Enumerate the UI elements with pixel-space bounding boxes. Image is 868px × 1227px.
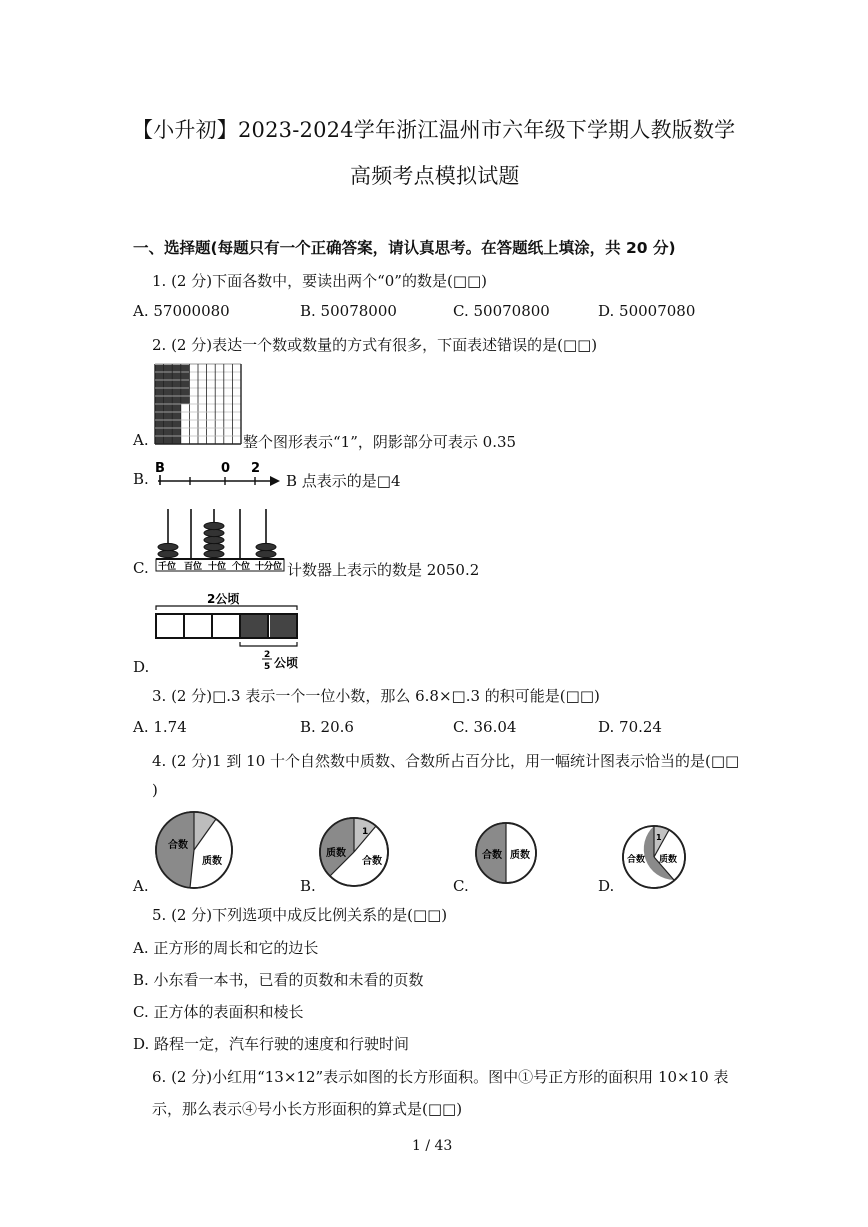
- grid-shaded-cell: [155, 428, 164, 436]
- q2-option-b-label: B.: [133, 470, 149, 488]
- pie-c-he-label: 合数: [482, 850, 502, 861]
- pie-a-he-label: 合数: [168, 840, 188, 851]
- q4-option-a: A.: [133, 877, 149, 895]
- abacus-col-hundreds: 百位: [184, 562, 203, 572]
- q1-option-a: A. 57000080: [133, 302, 230, 320]
- grid-shaded-cell: [164, 420, 173, 428]
- q2-option-a-label: A.: [133, 431, 149, 449]
- grid-shaded-cell: [155, 412, 164, 420]
- pie-chart-c: [470, 820, 544, 886]
- number-line-zero-label: 0: [221, 461, 231, 476]
- grid-shaded-cell: [172, 388, 181, 396]
- pie-a-zhi-label: 质数: [202, 856, 222, 867]
- abacus-bead: [256, 550, 276, 557]
- question-6-stem-line1: 6. (2 分)小红用“13×12”表示如图的长方形面积。图中①号正方形的面积用 10×10 表: [152, 1068, 729, 1086]
- grid-shaded-cell: [181, 372, 190, 380]
- abacus-col-thousands: 千位: [158, 562, 177, 572]
- grid-shaded-cell: [155, 436, 164, 444]
- number-line-b-label: B: [155, 461, 165, 476]
- number-line-figure: [150, 458, 282, 490]
- abacus-bead: [158, 543, 178, 550]
- grid-shaded-cell: [164, 364, 173, 372]
- grid-shaded-cell: [155, 404, 164, 412]
- grid-shaded-cell: [155, 380, 164, 388]
- question-3-stem: 3. (2 分)□.3 表示一个一位小数，那么 6.8×□.3 的积可能是(□□): [152, 687, 600, 705]
- q3-option-a: A. 1.74: [133, 718, 187, 736]
- grid-shaded-cell: [164, 404, 173, 412]
- hectare-bar-figure: [152, 590, 302, 672]
- grid-shaded-cell: [164, 428, 173, 436]
- abacus-col-tenths: 十分位: [255, 562, 283, 572]
- pie-d-zhi-label: 质数: [659, 855, 678, 865]
- grid-shaded-cell: [164, 388, 173, 396]
- question-4-stem-line2: ): [152, 781, 158, 799]
- pie-d-he-label: 合数: [627, 855, 646, 865]
- grid-shaded-cell: [164, 412, 173, 420]
- section-heading: 一、选择题(每题只有一个正确答案，请认真思考。在答题纸上填涂，共 20 分): [133, 239, 676, 257]
- grid-shaded-cell: [172, 396, 181, 404]
- hectare-top-label: 2公顷: [207, 592, 240, 606]
- q4-option-c: C.: [453, 877, 469, 895]
- question-5-stem: 5. (2 分)下列选项中成反比例关系的是(□□): [152, 906, 448, 924]
- q3-option-b: B. 20.6: [300, 718, 354, 736]
- q1-option-b: B. 50078000: [300, 302, 397, 320]
- grid-shaded-cell: [172, 428, 181, 436]
- q5-option-a: A. 正方形的周长和它的边长: [133, 939, 319, 957]
- q5-option-d: D. 路程一定，汽车行驶的速度和行驶时间: [133, 1035, 410, 1053]
- pie-b-zhi-label: 质数: [326, 848, 346, 859]
- q1-option-d: D. 50007080: [598, 302, 696, 320]
- question-6-stem-line2: 示，那么表示④号小长方形面积的算式是(□□): [152, 1100, 463, 1118]
- grid-shaded-cell: [155, 388, 164, 396]
- document-title-line2: 高频考点模拟试题: [350, 164, 520, 188]
- q4-option-d: D.: [598, 877, 615, 895]
- q2-option-c-label: C.: [133, 559, 149, 577]
- q4-option-b: B.: [300, 877, 316, 895]
- grid-shaded-cell: [181, 396, 190, 404]
- number-line-two-label: 2: [251, 461, 261, 476]
- abacus-bead: [204, 550, 224, 557]
- grid-shaded-cell: [172, 364, 181, 372]
- grid-shaded-cell: [155, 364, 164, 372]
- document-title-line1: 【小升初】2023-2024学年浙江温州市六年级下学期人教版数学: [132, 118, 736, 142]
- abacus-bead: [158, 550, 178, 557]
- pie-chart-b: [314, 814, 396, 890]
- grid-shaded-cell: [181, 364, 190, 372]
- grid-shaded-cell: [164, 372, 173, 380]
- q5-option-b: B. 小东看一本书，已看的页数和未看的页数: [133, 971, 424, 989]
- pie-d-one-label: 1: [656, 833, 662, 842]
- q2-option-b-text: B 点表示的是□4: [286, 472, 401, 490]
- q1-option-c: C. 50070800: [453, 302, 550, 320]
- hectare-frac-num: 2: [264, 650, 271, 660]
- abacus-col-tens: 十位: [208, 562, 227, 572]
- grid-shaded-cell: [164, 380, 173, 388]
- q3-option-d: D. 70.24: [598, 718, 662, 736]
- pie-chart-d: [619, 822, 691, 890]
- question-4-stem-line1: 4. (2 分)1 到 10 十个自然数中质数、合数所占百分比，用一幅统计图表示恰当的是(□□: [152, 752, 740, 770]
- q2-option-d-label: D.: [133, 658, 150, 676]
- question-1-stem: 1. (2 分)下面各数中，要读出两个“0”的数是(□□): [152, 272, 488, 290]
- abacus-bead: [204, 529, 224, 536]
- q3-option-c: C. 36.04: [453, 718, 517, 736]
- grid-shaded-cell: [164, 396, 173, 404]
- abacus-bead: [204, 543, 224, 550]
- page-number: 1 / 43: [412, 1138, 453, 1154]
- abacus-bead: [204, 536, 224, 543]
- grid-shaded-cell: [164, 436, 173, 444]
- grid-shaded-cell: [155, 372, 164, 380]
- grid-shaded-cell: [172, 404, 181, 412]
- grid-shaded-cell: [172, 420, 181, 428]
- abacus-bead: [204, 522, 224, 529]
- abacus-figure: [154, 506, 286, 572]
- grid-shaded-cell: [172, 372, 181, 380]
- pie-chart-a: [150, 808, 245, 890]
- pie-b-he-label: 合数: [362, 856, 382, 867]
- grid-shaded-cell: [172, 412, 181, 420]
- abacus-bead: [256, 543, 276, 550]
- abacus-col-ones: 个位: [232, 562, 251, 572]
- q2-option-a-text: 整个图形表示“1”，阴影部分可表示 0.35: [243, 433, 517, 451]
- pie-c-zhi-label: 质数: [510, 850, 530, 861]
- hectare-frac-den: 5: [264, 662, 271, 672]
- question-2-stem: 2. (2 分)表达一个数或数量的方式有很多，下面表述错误的是(□□): [152, 336, 598, 354]
- hundred-grid-figure: [154, 363, 242, 445]
- grid-shaded-cell: [155, 396, 164, 404]
- q5-option-c: C. 正方体的表面积和棱长: [133, 1003, 304, 1021]
- hectare-unit-label: 公顷: [274, 656, 299, 670]
- grid-shaded-cell: [155, 420, 164, 428]
- pie-b-one-label: 1: [362, 827, 369, 837]
- q2-option-c-text: 计数器上表示的数是 2050.2: [287, 561, 480, 579]
- grid-shaded-cell: [172, 436, 181, 444]
- grid-shaded-cell: [181, 388, 190, 396]
- grid-shaded-cell: [181, 380, 190, 388]
- grid-shaded-cell: [172, 380, 181, 388]
